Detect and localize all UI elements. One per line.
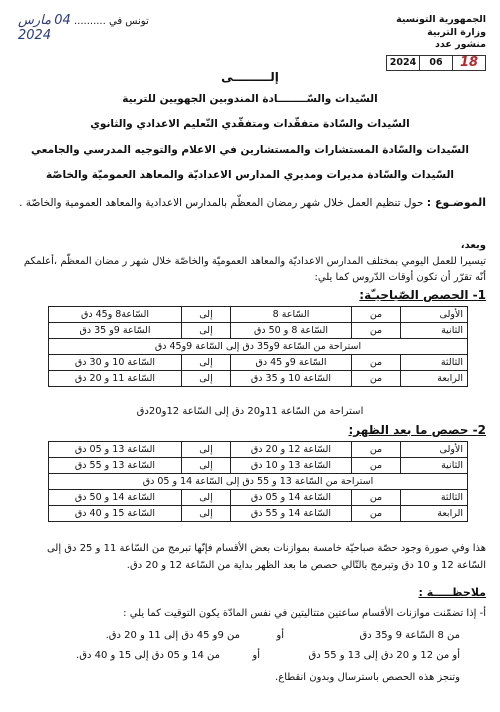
subject-label: الموضـوع : <box>426 196 486 209</box>
table-row <box>49 474 468 490</box>
period-ordinal: الثالثة <box>401 490 468 506</box>
ref-code: 06 <box>419 56 452 70</box>
afternoon-title: 2- حصص ما بعد الظهر: <box>348 423 486 437</box>
date-line <box>18 14 178 44</box>
end-time: السّاعة 15 و 40 دق <box>49 506 182 522</box>
start-time: السّاعة 13 و 10 دق <box>231 458 352 474</box>
subject-text: حول تنظيم العمل خلال شهر رمضان المعظّم بالمدارس الاعدادية والمعاهد العمومية والخاصّة . <box>19 197 424 209</box>
end-time: السّاعة 14 و 50 دق <box>49 490 182 506</box>
table-row <box>49 355 468 371</box>
from-label: من <box>352 506 401 522</box>
end-time: السّاعة 10 و 30 دق <box>49 355 182 371</box>
afternoon-table <box>48 441 468 522</box>
notes-title: ملاحظـــــة : <box>418 586 486 599</box>
midday-break: استراحة من السّاعة 11و20 دق إلى السّاعة 12و20دق <box>136 406 364 417</box>
start-time: السّاعة 9و 45 دق <box>231 355 352 371</box>
to-label: إلى <box>182 355 231 371</box>
start-time: السّاعة 8 <box>231 307 352 323</box>
table-row <box>49 307 468 323</box>
date-dots: .......... <box>74 16 106 27</box>
date-month: مارس <box>18 13 52 28</box>
break-row: استراحة من السّاعة 9و35 دق إلى السّاعة 9و45 دق <box>49 339 468 355</box>
intro-line-2: أنّه تقرّر أن تكون أوقات الدّروس كما يلي: <box>314 272 486 283</box>
greeting: وبعد، <box>460 240 486 251</box>
option-2a: أو من 12 و 20 دق إلى 13 و 55 دق <box>308 650 460 661</box>
table-row <box>49 490 468 506</box>
reference-box <box>386 55 486 71</box>
table-row <box>49 458 468 474</box>
start-time: السّاعة 12 و 20 دق <box>231 442 352 458</box>
table-row <box>49 371 468 387</box>
period-ordinal: الثانية <box>401 323 468 339</box>
start-time: السّاعة 14 و 55 دق <box>231 506 352 522</box>
note-a: أ- إذا تضمّنت موازنات الأقسام ساعتين متتاليتين في نفس المادّة يكون التوقيت كما يلي : <box>123 608 486 619</box>
to-label: إلى <box>182 490 231 506</box>
intro-line-1: تيسيرا للعمل اليومي بمختلف المدارس الاعداديّة والمعاهد العموميّة والخاصّة خلال شهر ر مضان المعظّم ،أعلمكم <box>23 256 486 267</box>
period-ordinal: الأولى <box>401 307 468 323</box>
date-place: تونس في <box>108 16 149 27</box>
end-time: السّاعة 9و 35 دق <box>49 323 182 339</box>
period-ordinal: الرابعة <box>401 506 468 522</box>
to-label: إلى <box>182 371 231 387</box>
from-label: من <box>352 323 401 339</box>
date-day: 04 <box>54 13 71 28</box>
addressee-4: السّيدات والسّادة مديرات ومديري المدارس الاعداديّة والمعاهد العموميّة والخاصّة <box>45 169 455 181</box>
to-label: إلى <box>182 506 231 522</box>
start-time: السّاعة 14 و 05 دق <box>231 490 352 506</box>
end-time: السّاعة 11 و 20 دق <box>49 371 182 387</box>
option-or-2: أو <box>252 650 260 661</box>
from-label: من <box>352 371 401 387</box>
ref-year: 2024 <box>389 57 417 68</box>
fifth-period-line-1: هذا وفي صورة وجود حصّة صباحيّة خامسة بموازنات بعض الأقسام فإنّها تبرمج من السّاعة 11 و 25 دق إلى <box>46 543 486 554</box>
start-time: السّاعة 10 و 35 دق <box>231 371 352 387</box>
letterhead <box>396 14 486 52</box>
addressee-2: السّيدات والسّادة متفقّدات ومتفقّدي التّعليم الاعدادي والثانوي <box>90 118 410 130</box>
fifth-period-line-2: السّاعة 12 و 10 دق وتبرمج بالتّالي حصص ما بعد الظهر بداية من السّاعة 12 و 20 دق. <box>126 560 486 571</box>
circular-label: منشور عدد <box>434 39 486 50</box>
option-2b: من 14 و 05 دق إلى 15 و 40 دق. <box>76 650 220 661</box>
period-ordinal: الرابعة <box>401 371 468 387</box>
to-label: إلى <box>182 458 231 474</box>
from-label: من <box>352 490 401 506</box>
ministry-label: وزارة التربية <box>427 26 486 38</box>
table-row <box>49 339 468 355</box>
period-ordinal: الثانية <box>401 458 468 474</box>
to-label: إلى <box>182 442 231 458</box>
break-row: استراحة من السّاعة 13 و 55 دق إلى السّاعة 14 و 05 دق <box>49 474 468 490</box>
option-1b: من 9و 45 دق إلى 11 و 20 دق. <box>105 630 240 641</box>
morning-title: 1- الحصص الصّباحيـّة: <box>359 288 486 302</box>
addressee-1: السّيدات والسّــــــــادة المندوبين الجهويين للتربية <box>122 93 378 105</box>
morning-table <box>48 306 468 387</box>
to-label: إلى <box>182 307 231 323</box>
addressee-3: السّيدات والسّادة المستشارات والمستشارين في الاعلام والتوجيه المدرسي والجامعي <box>31 144 469 156</box>
from-label: من <box>352 442 401 458</box>
period-ordinal: الثالثة <box>401 355 468 371</box>
to-heading: إلـــــــــى <box>221 70 279 84</box>
ref-number: 18 <box>452 56 485 70</box>
table-row <box>49 506 468 522</box>
option-1a: من 8 السّاعة 9 و35 دق <box>359 630 460 641</box>
start-time: السّاعة 8 و 50 دق <box>231 323 352 339</box>
from-label: من <box>352 355 401 371</box>
end-time: السّاعة8 و45 دق <box>49 307 182 323</box>
from-label: من <box>352 307 401 323</box>
end-time: السّاعة 13 و 55 دق <box>49 458 182 474</box>
table-row <box>49 442 468 458</box>
end-time: السّاعة 13 و 05 دق <box>49 442 182 458</box>
subject-line <box>14 196 486 209</box>
to-label: إلى <box>182 323 231 339</box>
option-or-1: أو <box>276 630 284 641</box>
table-row <box>49 323 468 339</box>
note-last: وتنجز هذه الحصص باسترسال وبدون انقطاع. <box>275 672 460 683</box>
republic-label: الجمهورية التونسية <box>396 14 486 25</box>
from-label: من <box>352 458 401 474</box>
date-year: 2024 <box>18 28 52 43</box>
period-ordinal: الأولى <box>401 442 468 458</box>
